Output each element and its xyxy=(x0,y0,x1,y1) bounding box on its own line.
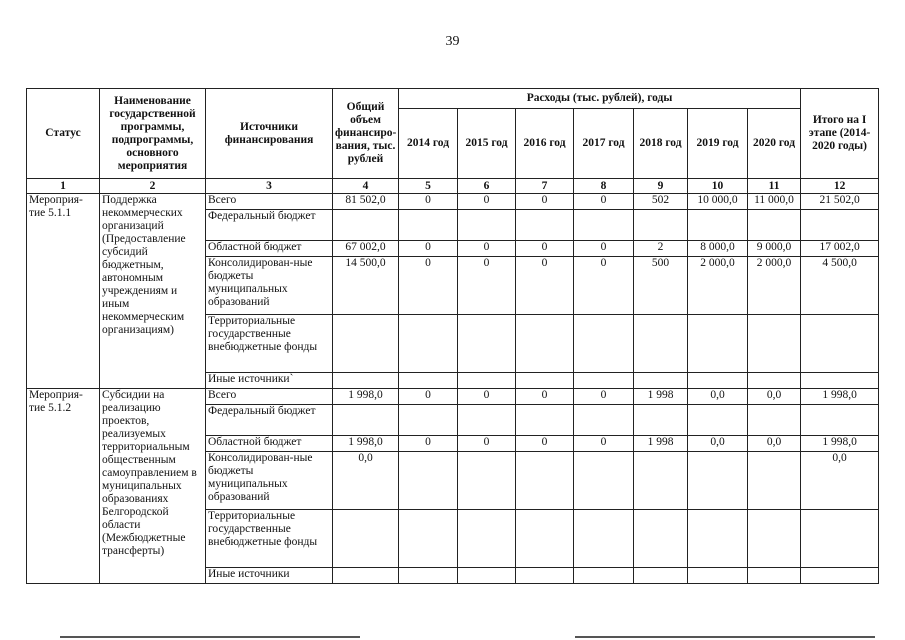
total-cell xyxy=(333,510,399,568)
header-status: Статус xyxy=(27,89,100,179)
year-value-cell xyxy=(634,210,688,241)
header-expenses: Расходы (тыс. рублей), годы xyxy=(399,89,801,109)
total-cell xyxy=(333,568,399,584)
column-number: 3 xyxy=(206,179,333,194)
total-cell: 81 502,0 xyxy=(333,194,399,210)
total-cell xyxy=(333,210,399,241)
stage-total-cell xyxy=(801,405,879,436)
year-value-cell xyxy=(748,373,801,389)
year-value-cell xyxy=(748,568,801,584)
stage-total-cell xyxy=(801,568,879,584)
header-program-name: Наименование государственной программы, подпрограммы, основного мероприятия xyxy=(100,89,206,179)
header-year: 2017 год xyxy=(574,109,634,179)
year-value-cell xyxy=(634,373,688,389)
page-number: 39 xyxy=(445,34,460,49)
year-value-cell: 0,0 xyxy=(688,436,748,452)
column-number: 5 xyxy=(399,179,458,194)
column-number: 1 xyxy=(27,179,100,194)
header-year: 2015 год xyxy=(458,109,516,179)
table-row xyxy=(27,389,879,405)
year-value-cell: 0 xyxy=(574,257,634,315)
year-value-cell xyxy=(688,452,748,510)
year-value-cell: 0 xyxy=(516,257,574,315)
year-value-cell xyxy=(399,405,458,436)
total-cell xyxy=(333,315,399,373)
year-value-cell: 0 xyxy=(516,194,574,210)
year-value-cell xyxy=(516,373,574,389)
year-value-cell xyxy=(574,210,634,241)
stage-total-cell xyxy=(801,373,879,389)
total-cell: 14 500,0 xyxy=(333,257,399,315)
source-cell: Территориальные государственные внебюджетные фонды xyxy=(206,510,333,568)
year-value-cell xyxy=(516,510,574,568)
source-cell: Областной бюджет xyxy=(206,241,333,257)
source-cell: Всего xyxy=(206,389,333,405)
header-year: 2018 год xyxy=(634,109,688,179)
year-value-cell xyxy=(516,568,574,584)
year-value-cell xyxy=(688,210,748,241)
year-value-cell xyxy=(458,452,516,510)
year-value-cell: 0 xyxy=(458,436,516,452)
year-value-cell xyxy=(399,568,458,584)
column-number: 10 xyxy=(688,179,748,194)
year-value-cell xyxy=(516,405,574,436)
stage-total-cell: 1 998,0 xyxy=(801,436,879,452)
table-row xyxy=(27,194,879,210)
stage-total-cell: 1 998,0 xyxy=(801,389,879,405)
year-value-cell: 0,0 xyxy=(748,389,801,405)
year-value-cell xyxy=(399,452,458,510)
year-value-cell: 10 000,0 xyxy=(688,194,748,210)
bottom-edge-left xyxy=(60,636,360,638)
program-name-cell: Субсидии на реализацию проектов, реализуемых территориальным общественным самоуправлением в муниципальных образованиях Белгородской области (Межбюджетные трансферты) xyxy=(100,389,206,584)
stage-total-cell: 21 502,0 xyxy=(801,194,879,210)
year-value-cell xyxy=(688,510,748,568)
total-cell xyxy=(333,373,399,389)
year-value-cell: 0 xyxy=(458,194,516,210)
year-value-cell xyxy=(634,405,688,436)
year-value-cell xyxy=(634,510,688,568)
header-year: 2020 год xyxy=(748,109,801,179)
year-value-cell xyxy=(399,510,458,568)
header-sources: Источники финансирования xyxy=(206,89,333,179)
year-value-cell xyxy=(688,373,748,389)
source-cell: Иные источники xyxy=(206,568,333,584)
status-cell: Мероприя-тие 5.1.1 xyxy=(27,194,100,389)
column-number: 2 xyxy=(100,179,206,194)
year-value-cell: 0 xyxy=(458,257,516,315)
year-value-cell: 0 xyxy=(458,389,516,405)
total-cell xyxy=(333,405,399,436)
year-value-cell xyxy=(748,510,801,568)
year-value-cell xyxy=(748,452,801,510)
bottom-edge-right xyxy=(575,636,875,638)
year-value-cell: 0 xyxy=(574,241,634,257)
year-value-cell: 502 xyxy=(634,194,688,210)
year-value-cell: 0 xyxy=(399,436,458,452)
year-value-cell: 0 xyxy=(516,241,574,257)
year-value-cell xyxy=(574,405,634,436)
stage-total-cell xyxy=(801,210,879,241)
year-value-cell xyxy=(688,405,748,436)
header-total-volume: Общий объем финансиро-вания, тыс. рублей xyxy=(333,89,399,179)
year-value-cell xyxy=(634,568,688,584)
year-value-cell xyxy=(574,568,634,584)
year-value-cell xyxy=(574,373,634,389)
year-value-cell: 0 xyxy=(574,436,634,452)
year-value-cell: 0,0 xyxy=(688,389,748,405)
source-cell: Консолидирован-ные бюджеты муниципальных образований xyxy=(206,452,333,510)
year-value-cell xyxy=(458,510,516,568)
status-cell: Мероприя-тие 5.1.2 xyxy=(27,389,100,584)
year-value-cell: 11 000,0 xyxy=(748,194,801,210)
year-value-cell: 0 xyxy=(516,436,574,452)
year-value-cell: 0,0 xyxy=(748,436,801,452)
stage-total-cell: 4 500,0 xyxy=(801,257,879,315)
total-cell: 1 998,0 xyxy=(333,436,399,452)
source-cell: Консолидирован-ные бюджеты муниципальных образований xyxy=(206,257,333,315)
stage-total-cell xyxy=(801,510,879,568)
total-cell: 1 998,0 xyxy=(333,389,399,405)
year-value-cell xyxy=(458,373,516,389)
year-value-cell xyxy=(516,452,574,510)
year-value-cell: 0 xyxy=(516,389,574,405)
header-year: 2016 год xyxy=(516,109,574,179)
year-value-cell: 8 000,0 xyxy=(688,241,748,257)
year-value-cell xyxy=(688,568,748,584)
source-cell: Всего xyxy=(206,194,333,210)
year-value-cell xyxy=(516,210,574,241)
column-number: 12 xyxy=(801,179,879,194)
header-year: 2019 год xyxy=(688,109,748,179)
year-value-cell: 9 000,0 xyxy=(748,241,801,257)
year-value-cell xyxy=(748,315,801,373)
year-value-cell: 0 xyxy=(458,241,516,257)
header-stage-total: Итого на I этапе (2014-2020 годы) xyxy=(801,89,879,179)
source-cell: Областной бюджет xyxy=(206,436,333,452)
stage-total-cell: 17 002,0 xyxy=(801,241,879,257)
year-value-cell xyxy=(688,315,748,373)
year-value-cell xyxy=(458,210,516,241)
column-number: 8 xyxy=(574,179,634,194)
column-number: 7 xyxy=(516,179,574,194)
year-value-cell: 2 000,0 xyxy=(748,257,801,315)
program-name-cell: Поддержка некоммерческих организаций (Предоставление субсидий бюджетным, автономным учреждениям и иным некоммерческим организациям) xyxy=(100,194,206,389)
year-value-cell: 0 xyxy=(399,257,458,315)
column-number: 4 xyxy=(333,179,399,194)
column-number: 6 xyxy=(458,179,516,194)
total-cell: 67 002,0 xyxy=(333,241,399,257)
year-value-cell: 2 xyxy=(634,241,688,257)
year-value-cell xyxy=(574,315,634,373)
source-cell: Федеральный бюджет xyxy=(206,210,333,241)
year-value-cell xyxy=(399,315,458,373)
year-value-cell xyxy=(748,210,801,241)
stage-total-cell xyxy=(801,315,879,373)
financing-table xyxy=(26,88,879,584)
year-value-cell xyxy=(458,405,516,436)
year-value-cell: 2 000,0 xyxy=(688,257,748,315)
year-value-cell xyxy=(399,210,458,241)
year-value-cell xyxy=(634,452,688,510)
year-value-cell xyxy=(574,510,634,568)
year-value-cell: 500 xyxy=(634,257,688,315)
source-cell: Территориальные государственные внебюджетные фонды xyxy=(206,315,333,373)
year-value-cell xyxy=(399,373,458,389)
year-value-cell: 0 xyxy=(399,389,458,405)
stage-total-cell: 0,0 xyxy=(801,452,879,510)
year-value-cell: 0 xyxy=(574,194,634,210)
year-value-cell: 1 998 xyxy=(634,389,688,405)
year-value-cell xyxy=(634,315,688,373)
year-value-cell: 0 xyxy=(399,241,458,257)
column-number: 9 xyxy=(634,179,688,194)
source-cell: Федеральный бюджет xyxy=(206,405,333,436)
total-cell: 0,0 xyxy=(333,452,399,510)
year-value-cell xyxy=(458,315,516,373)
year-value-cell: 0 xyxy=(574,389,634,405)
year-value-cell xyxy=(748,405,801,436)
source-cell: Иные источники` xyxy=(206,373,333,389)
column-number: 11 xyxy=(748,179,801,194)
year-value-cell xyxy=(516,315,574,373)
year-value-cell xyxy=(574,452,634,510)
year-value-cell: 0 xyxy=(399,194,458,210)
year-value-cell xyxy=(458,568,516,584)
year-value-cell: 1 998 xyxy=(634,436,688,452)
header-year: 2014 год xyxy=(399,109,458,179)
